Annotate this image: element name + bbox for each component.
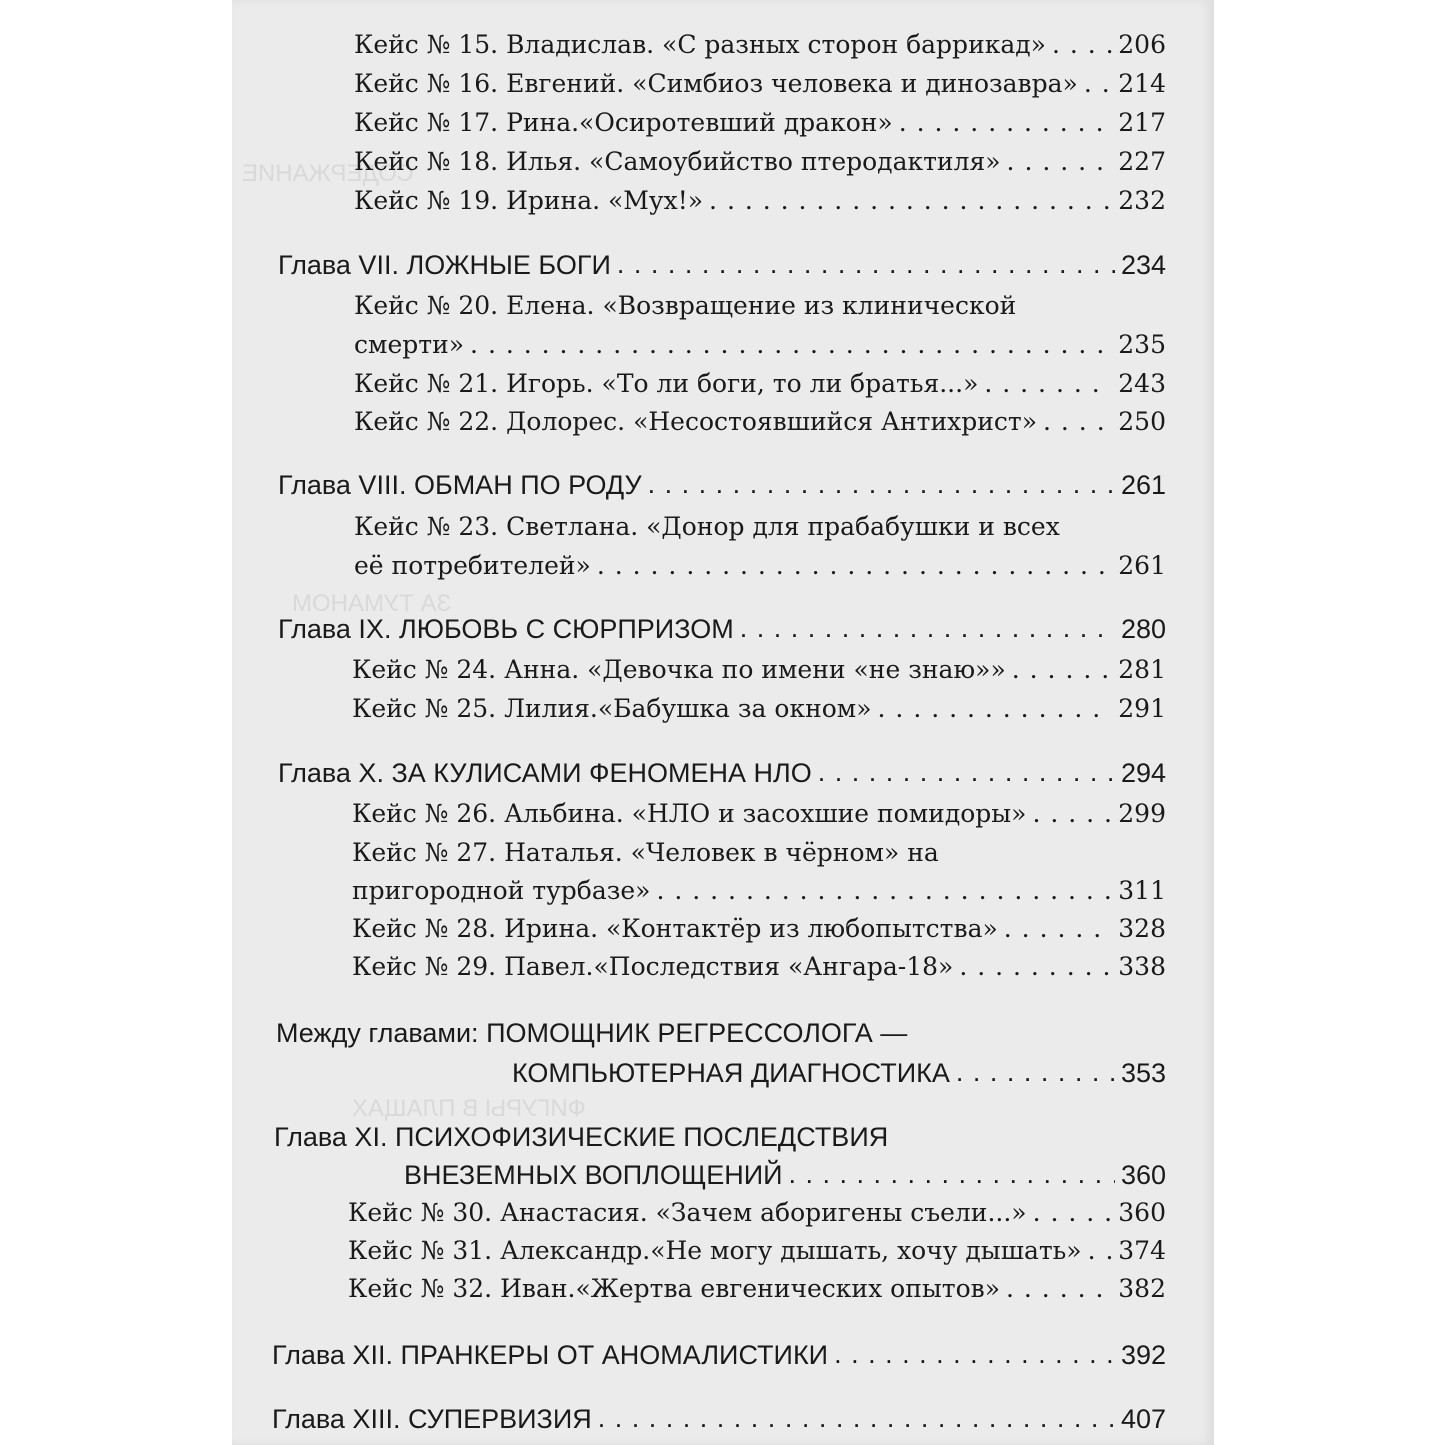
chapter-title: ЗА КУЛИСАМИ ФЕНОМЕНА НЛО	[391, 758, 812, 788]
book-page	[232, 0, 1214, 1445]
toc-chapter-9[interactable]	[278, 614, 1166, 645]
page-number: 250	[1118, 407, 1166, 436]
dot-leader	[617, 254, 1115, 281]
toc-entry-case-20-line2[interactable]	[354, 330, 1166, 359]
entry-label: Кейс № 26. Альбина. «НЛО и засохшие помидоры»	[352, 799, 1027, 828]
page-number: 291	[1118, 694, 1166, 723]
chapter-prefix: Глава XII.	[272, 1340, 393, 1370]
page-number: 217	[1118, 108, 1166, 137]
toc-entry-case-27-line2[interactable]	[352, 876, 1166, 905]
dot-leader	[1007, 151, 1113, 176]
dot-leader	[656, 880, 1112, 905]
toc-entry-case-28[interactable]	[352, 914, 1166, 943]
dot-leader	[740, 618, 1115, 645]
toc-chapter-12[interactable]	[272, 1340, 1166, 1371]
dot-leader	[956, 1062, 1115, 1089]
entry-label: Кейс № 23. Светлана. «Донор для прабабушки и всех	[354, 512, 1060, 541]
chapter-prefix: Глава XIII.	[272, 1404, 401, 1434]
dot-leader	[789, 1164, 1115, 1191]
chapter-prefix: Глава VII.	[278, 250, 399, 280]
dot-leader	[984, 373, 1112, 398]
page-number: 360	[1120, 1160, 1166, 1190]
bleed-through-text: ЗА ТУМАНОМ	[292, 590, 452, 617]
toc-entry-case-31[interactable]	[348, 1236, 1166, 1265]
dot-leader	[878, 698, 1113, 723]
page-number: 234	[1120, 250, 1166, 280]
dot-leader	[470, 334, 1112, 359]
toc-entry-case-23-line2[interactable]	[354, 551, 1166, 580]
toc-entry-case-22[interactable]	[354, 407, 1166, 436]
entry-label: Кейс № 19. Ирина. «Мух!»	[354, 186, 704, 215]
page-number: 206	[1118, 30, 1166, 59]
bleed-through-text: СОДЕРЖАНИЕ	[242, 160, 414, 187]
page-number: 338	[1118, 952, 1166, 981]
page-number: 360	[1118, 1198, 1166, 1227]
chapter-title: СУПЕРВИЗИЯ	[407, 1404, 592, 1434]
dot-leader	[598, 1408, 1115, 1435]
chapter-title: ЛОЖНЫЕ БОГИ	[406, 250, 611, 280]
entry-label: Кейс № 25. Лилия.«Бабушка за окном»	[352, 694, 872, 723]
toc-entry-case-30[interactable]	[348, 1198, 1166, 1227]
entry-label: Кейс № 17. Рина.«Осиротевший дракон»	[354, 108, 893, 137]
toc-chapter-11-line2[interactable]	[404, 1160, 1166, 1191]
dot-leader	[1084, 73, 1112, 98]
dot-leader	[1012, 659, 1113, 684]
chapter-prefix: Глава XI.	[274, 1122, 388, 1152]
toc-entry-case-21[interactable]	[354, 369, 1166, 398]
page-number: 353	[1120, 1058, 1166, 1088]
dot-leader	[818, 762, 1115, 789]
dot-leader	[1004, 918, 1113, 943]
toc-entry-case-24[interactable]	[352, 655, 1166, 684]
page-number: 280	[1120, 614, 1166, 644]
chapter-prefix: Глава VIII.	[278, 470, 407, 500]
chapter-title: ПОМОЩНИК РЕГРЕССОЛОГА —	[486, 1018, 908, 1048]
page-number: 311	[1118, 876, 1166, 905]
dot-leader	[1006, 1278, 1112, 1303]
page-number: 214	[1118, 69, 1166, 98]
chapter-title: ЛЮБОВЬ С СЮРПРИЗОМ	[398, 614, 734, 644]
chapter-prefix: Глава X.	[278, 758, 384, 788]
page-number: 407	[1120, 1404, 1166, 1434]
chapter-title: ВНЕЗЕМНЫХ ВОПЛОЩЕНИЙ	[404, 1160, 783, 1190]
chapter-title: ПРАНКЕРЫ ОТ АНОМАЛИСТИКИ	[400, 1340, 829, 1370]
toc-chapter-7[interactable]	[278, 250, 1166, 281]
chapter-title: КОМПЬЮТЕРНАЯ ДИАГНОСТИКА	[512, 1058, 950, 1088]
page-number: 232	[1118, 186, 1166, 215]
page-number: 261	[1118, 551, 1166, 580]
entry-label: Кейс № 32. Иван.«Жертва евгенических опытов»	[348, 1274, 1001, 1303]
dot-leader	[1032, 803, 1112, 828]
page-number: 227	[1118, 147, 1166, 176]
toc-entry-case-23-line1[interactable]	[354, 512, 1166, 541]
dot-leader	[648, 474, 1115, 501]
toc-chapter-13[interactable]	[272, 1404, 1166, 1435]
entry-label: Кейс № 15. Владислав. «С разных сторон баррикад»	[354, 30, 1046, 59]
toc-entry-case-20-line1[interactable]	[354, 291, 1166, 320]
page-number: 299	[1118, 799, 1166, 828]
dot-leader	[1033, 1202, 1113, 1227]
page-number: 328	[1118, 914, 1166, 943]
dot-leader	[1052, 34, 1112, 59]
toc-entry-case-27-line1[interactable]	[352, 838, 1166, 867]
toc-entry-case-29[interactable]	[352, 952, 1166, 981]
page-number: 281	[1118, 655, 1166, 684]
page-number: 261	[1120, 470, 1166, 500]
entry-label: Кейс № 27. Наталья. «Человек в чёрном» на	[352, 838, 939, 867]
toc-entry-case-18[interactable]	[354, 147, 1166, 176]
table-of-contents	[232, 0, 1214, 1445]
toc-between-chapters-line2[interactable]	[512, 1058, 1166, 1089]
toc-entry-case-26[interactable]	[352, 799, 1166, 828]
toc-chapter-8[interactable]	[278, 470, 1166, 501]
dot-leader	[1088, 1240, 1113, 1265]
entry-label: Кейс № 31. Александр.«Не могу дышать, хочу дышать»	[348, 1236, 1082, 1265]
bleed-through-text: ФИГУРЫ В ПЛАЩАХ	[352, 1095, 586, 1122]
toc-entry-case-17[interactable]	[354, 108, 1166, 137]
chapter-prefix: Глава IX.	[278, 614, 392, 644]
entry-label: пригородной турбазе»	[352, 876, 651, 905]
dot-leader	[1043, 411, 1112, 436]
dot-leader	[709, 190, 1112, 215]
entry-label: Кейс № 29. Павел.«Последствия «Ангара-18»	[352, 952, 954, 981]
entry-label: Кейс № 20. Елена. «Возвращение из клинической	[354, 291, 1017, 320]
dot-leader	[959, 956, 1112, 981]
page-number: 374	[1118, 1236, 1166, 1265]
page-number: 243	[1118, 369, 1166, 398]
entry-label: Кейс № 24. Анна. «Девочка по имени «не знаю»»	[352, 655, 1006, 684]
toc-chapter-10[interactable]	[278, 758, 1166, 789]
toc-entry-case-16[interactable]	[354, 69, 1166, 98]
page-number: 392	[1120, 1340, 1166, 1370]
entry-label: Кейс № 21. Игорь. «То ли боги, то ли братья...»	[354, 369, 979, 398]
toc-between-chapters-line1[interactable]	[276, 1018, 1166, 1049]
entry-label: Кейс № 28. Ирина. «Контактёр из любопытства»	[352, 914, 998, 943]
page-number: 235	[1118, 330, 1166, 359]
dot-leader	[834, 1344, 1115, 1371]
entry-label: Кейс № 18. Илья. «Самоубийство птеродактиля»	[354, 147, 1001, 176]
toc-entry-case-15[interactable]	[354, 30, 1166, 59]
toc-entry-case-25[interactable]	[352, 694, 1166, 723]
chapter-prefix: Между главами:	[276, 1018, 479, 1048]
toc-entry-case-19[interactable]	[354, 186, 1166, 215]
toc-chapter-11-line1[interactable]	[274, 1122, 1166, 1153]
chapter-title: ОБМАН ПО РОДУ	[413, 470, 642, 500]
chapter-title: ПСИХОФИЗИЧЕСКИЕ ПОСЛЕДСТВИЯ	[394, 1122, 889, 1152]
entry-label: Кейс № 30. Анастасия. «Зачем аборигены съели...»	[348, 1198, 1027, 1227]
entry-label: Кейс № 22. Долорес. «Несостоявшийся Антихрист»	[354, 407, 1038, 436]
toc-entry-case-32[interactable]	[348, 1274, 1166, 1303]
page-number: 294	[1120, 758, 1166, 788]
entry-label: Кейс № 16. Евгений. «Симбиоз человека и динозавра»	[354, 69, 1078, 98]
page-number: 382	[1118, 1274, 1166, 1303]
dot-leader	[597, 555, 1112, 580]
entry-label: её потребителей»	[354, 551, 591, 580]
dot-leader	[899, 112, 1113, 137]
entry-label: смерти»	[354, 330, 465, 359]
